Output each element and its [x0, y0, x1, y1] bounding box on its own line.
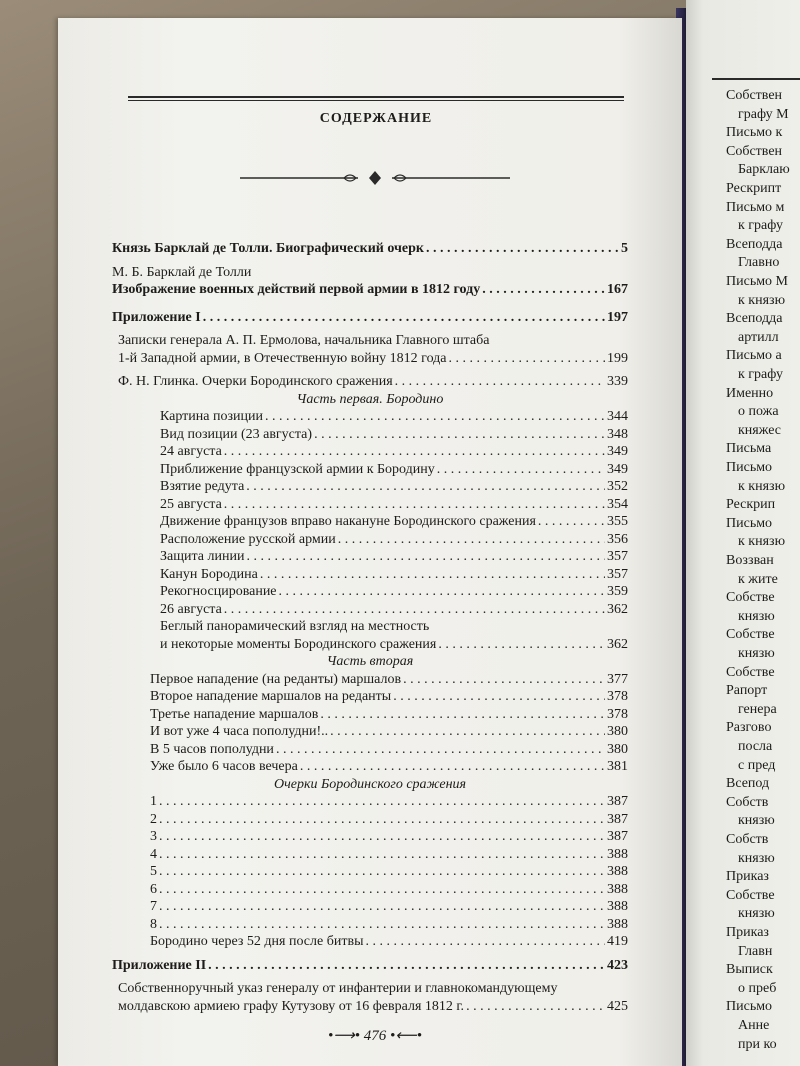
right-page-line: Всепод — [726, 776, 770, 792]
toc-entry-title: 25 августа — [160, 496, 222, 512]
toc-entry-page: 387 — [607, 811, 628, 827]
toc-entry-title: Приложение I — [112, 309, 201, 325]
toc-entry — [112, 916, 628, 934]
toc-leader-dots — [314, 426, 605, 444]
right-page-line: князю — [738, 608, 775, 624]
toc-entry-page: 5 — [621, 241, 628, 256]
toc-entry — [112, 957, 628, 975]
toc-leader-dots — [426, 240, 619, 258]
right-page-line: при ко — [738, 1036, 777, 1052]
toc-entry-title: Расположение русской армии — [160, 531, 336, 547]
toc-leader-dots — [224, 443, 605, 461]
toc-entry-title: 24 августа — [160, 444, 222, 459]
toc-entry — [112, 583, 628, 601]
toc-entry-title: Второе нападение маршалов на реданты — [150, 689, 392, 704]
toc-entry-title: Картина позиции — [160, 409, 263, 424]
toc-leader-dots — [482, 281, 605, 299]
right-page-line: посла — [738, 739, 773, 754]
toc-entry — [112, 998, 628, 1016]
table-of-contents — [112, 240, 628, 1015]
toc-entry-page: 388 — [607, 846, 628, 862]
toc-entry-page: 354 — [607, 496, 628, 512]
toc-entry-title: Изображение военных действий первой армии в 1812 году — [112, 282, 481, 297]
toc-leader-dots — [466, 998, 605, 1016]
toc-entry-page: 352 — [607, 479, 628, 494]
right-page-rule — [712, 78, 800, 80]
toc-entry-page: 387 — [607, 794, 628, 809]
right-page-line: Всеподда — [726, 236, 783, 252]
toc-entry-page: 419 — [607, 934, 628, 949]
right-page-line: князю — [738, 646, 775, 661]
right-page-line: Рескрип — [726, 497, 776, 513]
toc-entry — [112, 828, 628, 846]
toc-leader-dots — [203, 309, 605, 327]
toc-entry — [112, 513, 628, 531]
toc-entry — [112, 426, 628, 444]
right-page-line: о пожа — [738, 404, 779, 420]
footer-ornament-left: •⟶• — [327, 1028, 364, 1044]
right-page-line: Главно — [738, 255, 780, 271]
toc-entry — [112, 688, 628, 706]
toc-entry-page: 197 — [607, 309, 628, 325]
right-page — [686, 0, 800, 1066]
right-page-line: Выписк — [726, 962, 773, 978]
toc-entry — [112, 793, 628, 811]
right-page-line: Письмо — [726, 515, 773, 531]
toc-entry-title: Собственноручный указ генералу от инфантерии и главнокомандующему — [118, 981, 558, 996]
toc-entry-title: 1-й Западной армии, в Отечественную войну 1812 года — [118, 350, 447, 366]
right-page-line: князю — [738, 850, 775, 866]
toc-entry-page: 199 — [607, 350, 628, 366]
right-page-line: Письмо а — [726, 348, 782, 364]
toc-entry-page: 388 — [607, 899, 628, 914]
right-page-line: Всеподда — [726, 311, 783, 327]
toc-entry-title: Приложение II — [112, 957, 207, 973]
toc-entry-title: и некоторые моменты Бородинского сражения — [160, 636, 437, 652]
toc-entry-page: 387 — [607, 829, 628, 844]
toc-entry — [112, 496, 628, 514]
right-page-line: Рапорт — [726, 683, 768, 699]
toc-entry-title: Бородино через 52 дня после битвы — [150, 934, 364, 949]
toc-entry — [112, 811, 628, 829]
toc-entry-title: Защита линии — [160, 549, 245, 564]
toc-entry — [112, 566, 628, 584]
toc-entry-title: Беглый панорамический взгляд на местность — [160, 619, 430, 634]
toc-entry-page: 388 — [607, 916, 628, 932]
toc-entry — [112, 443, 628, 461]
toc-entry — [112, 309, 628, 327]
toc-entry-title: Первое нападение (на реданты) маршалов — [150, 671, 402, 687]
toc-entry — [112, 461, 628, 479]
toc-leader-dots — [393, 688, 605, 706]
toc-entry — [112, 741, 628, 759]
toc-entry — [112, 531, 628, 549]
right-page-line: Письма — [726, 441, 772, 457]
right-page-line: Приказ — [726, 869, 769, 885]
toc-entry-title: 2 — [150, 811, 157, 827]
footer-ornament-right: •⟵• — [386, 1028, 423, 1044]
toc-entry-title: молдавскою армиею графу Кутузову от 16 февраля 1812 г. — [118, 998, 465, 1014]
right-page-line: генера — [738, 701, 777, 717]
toc-section-heading: Очерки Бородинского сражения — [273, 776, 467, 792]
toc-entry-page: 349 — [607, 444, 628, 459]
toc-leader-dots — [320, 706, 605, 724]
right-page-line: Собстве — [726, 887, 775, 903]
toc-entry — [112, 601, 628, 619]
right-page-line: Анне — [738, 1018, 770, 1033]
toc-entry-page: 362 — [607, 601, 628, 617]
toc-entry — [112, 264, 628, 282]
toc-entry — [112, 350, 628, 368]
header-rule-thin — [128, 100, 624, 101]
toc-entry-page: 378 — [607, 689, 628, 704]
right-page-line: Рескрипт — [726, 181, 782, 196]
toc-entry-title: 26 августа — [160, 601, 222, 617]
right-page-line: к графу — [738, 218, 783, 234]
toc-entry — [112, 373, 628, 391]
toc-leader-dots — [395, 373, 605, 391]
toc-entry-title: В 5 часов пополудни — [150, 741, 274, 757]
right-page-line: князю — [738, 906, 775, 922]
right-page-line: Письмо М — [726, 274, 789, 289]
toc-entry-page: 378 — [607, 706, 628, 722]
right-page-line: Именно — [726, 385, 774, 401]
toc-entry — [112, 980, 628, 998]
toc-leader-dots — [224, 601, 605, 619]
toc-leader-dots — [260, 566, 605, 584]
right-page-line: к князю — [738, 292, 786, 308]
right-page-line: к графу — [738, 367, 783, 382]
right-page-line: Собстве — [726, 664, 775, 680]
toc-entry-page: 388 — [607, 881, 628, 897]
toc-leader-dots — [437, 461, 605, 479]
toc-entry-title: Канун Бородина — [160, 566, 258, 582]
right-page-line: Собстве — [726, 627, 775, 643]
toc-entry-page: 339 — [607, 374, 628, 389]
toc-entry-title: Взятие редута — [160, 479, 245, 494]
toc-entry-title: 6 — [150, 881, 157, 897]
toc-entry — [112, 846, 628, 864]
right-page-line: Барклаю — [738, 162, 790, 178]
toc-entry-title: Рекогносцирование — [160, 584, 277, 599]
toc-entry-title: Третье нападение маршалов — [150, 706, 319, 722]
toc-entry-title: 7 — [150, 899, 157, 914]
toc-leader-dots — [330, 723, 605, 741]
page-number-value: 476 — [363, 1028, 387, 1044]
toc-entry-page: 348 — [607, 426, 628, 442]
toc-entry-page: 377 — [607, 671, 628, 687]
toc-entry — [112, 881, 628, 899]
toc-leader-dots — [159, 863, 605, 881]
right-page-line: Разгово — [726, 720, 772, 736]
toc-section-heading: Часть вторая — [326, 654, 414, 669]
toc-section-heading: Часть первая. Бородино — [296, 391, 444, 407]
toc-entry-page: 356 — [607, 531, 628, 547]
toc-leader-dots — [246, 478, 605, 496]
toc-entry-title: Приближение французской армии к Бородину — [160, 461, 435, 477]
toc-entry-page: 355 — [607, 514, 628, 529]
toc-leader-dots — [224, 496, 605, 514]
right-page-line: к князю — [738, 478, 786, 494]
toc-entry-title: 3 — [150, 829, 157, 844]
toc-entry — [112, 281, 628, 299]
toc-entry-page: 167 — [607, 282, 628, 297]
toc-leader-dots — [246, 548, 605, 566]
right-page-line: с пред — [738, 757, 776, 773]
right-page-line: Собств — [726, 832, 769, 847]
right-page-line: Главн — [738, 943, 773, 959]
toc-entry-page: 380 — [607, 724, 628, 739]
toc-entry — [112, 933, 628, 951]
toc-entry — [112, 636, 628, 654]
toc-leader-dots — [159, 898, 605, 916]
toc-entry — [112, 332, 628, 350]
right-page-line: артилл — [738, 329, 779, 345]
toc-leader-dots — [438, 636, 605, 654]
right-page-line: Письмо — [726, 999, 773, 1015]
right-page-line: князю — [738, 813, 775, 829]
toc-entry-title: И вот уже 4 часа пополудни!.. — [150, 724, 329, 739]
toc-entry — [112, 408, 628, 426]
right-page-line: Воззван — [726, 553, 774, 568]
toc-leader-dots — [300, 758, 605, 776]
toc-entry-page: 381 — [607, 759, 628, 774]
toc-entry — [112, 240, 628, 258]
toc-entry-title: Движение французов вправо накануне Бородинского сражения — [160, 514, 536, 529]
toc-entry-title: 1 — [150, 794, 157, 809]
toc-entry-page: 380 — [607, 741, 628, 757]
toc-leader-dots — [449, 350, 605, 368]
toc-entry-page: 388 — [607, 864, 628, 879]
toc-entry — [112, 898, 628, 916]
toc-entry-page: 423 — [607, 957, 628, 973]
toc-leader-dots — [276, 741, 605, 759]
toc-entry-page: 357 — [607, 549, 628, 564]
right-page-line: Собствен — [726, 143, 783, 159]
toc-leader-dots — [159, 828, 605, 846]
toc-entry — [112, 758, 628, 776]
toc-entry-page: 362 — [607, 636, 628, 652]
toc-entry-title: М. Б. Барклай де Толли — [112, 264, 252, 280]
right-page-line: Собств — [726, 794, 769, 810]
toc-entry-page: 344 — [607, 409, 628, 424]
right-page-line: графу М — [738, 106, 789, 122]
toc-leader-dots — [159, 916, 605, 934]
right-page-line: к князю — [738, 534, 786, 550]
toc-leader-dots — [365, 933, 605, 951]
right-page-line: Приказ — [726, 925, 769, 940]
toc-entry — [112, 618, 628, 636]
toc-entry — [112, 723, 628, 741]
toc-leader-dots — [538, 513, 605, 531]
toc-leader-dots — [265, 408, 605, 426]
page-heading: СОДЕРЖАНИЕ — [319, 111, 433, 126]
header-rule — [128, 96, 624, 98]
toc-leader-dots — [208, 957, 605, 975]
toc-entry-title: Уже было 6 часов вечера — [150, 759, 298, 774]
toc-leader-dots — [159, 793, 605, 811]
toc-entry-page: 357 — [607, 566, 628, 582]
toc-leader-dots — [159, 881, 605, 899]
right-page-line: Письмо м — [726, 199, 785, 215]
page-number — [300, 1026, 450, 1045]
toc-leader-dots — [159, 811, 605, 829]
ornament-divider — [240, 170, 510, 186]
toc-entry — [112, 478, 628, 496]
right-page-line: к жите — [738, 571, 778, 587]
toc-entry-title: 5 — [150, 864, 157, 879]
toc-entry-title: Записки генерала А. П. Ермолова, начальника Главного штаба — [118, 333, 490, 348]
toc-entry-title: 8 — [150, 916, 157, 932]
toc-entry-title: 4 — [150, 846, 157, 862]
toc-entry — [112, 706, 628, 724]
toc-entry — [112, 671, 628, 689]
toc-leader-dots — [159, 846, 605, 864]
toc-entry-page: 425 — [607, 998, 628, 1014]
right-page-line: о преб — [738, 980, 777, 996]
right-page-line: Письмо к — [726, 125, 783, 141]
toc-entry-page: 349 — [607, 461, 628, 477]
toc-entry-title: Ф. Н. Глинка. Очерки Бородинского сражения — [118, 374, 393, 389]
right-page-line: Собствен — [726, 88, 783, 103]
right-page-line: Собстве — [726, 590, 775, 606]
toc-leader-dots — [338, 531, 605, 549]
toc-entry — [112, 863, 628, 881]
toc-entry-title: Князь Барклай де Толли. Биографический очерк — [112, 241, 424, 256]
toc-entry — [112, 548, 628, 566]
right-page-line: княжес — [738, 422, 781, 438]
toc-entry-title: Вид позиции (23 августа) — [160, 426, 313, 442]
toc-entry-page: 359 — [607, 584, 628, 599]
toc-leader-dots — [403, 671, 605, 689]
right-page-line: Письмо — [726, 460, 773, 475]
toc-leader-dots — [279, 583, 605, 601]
